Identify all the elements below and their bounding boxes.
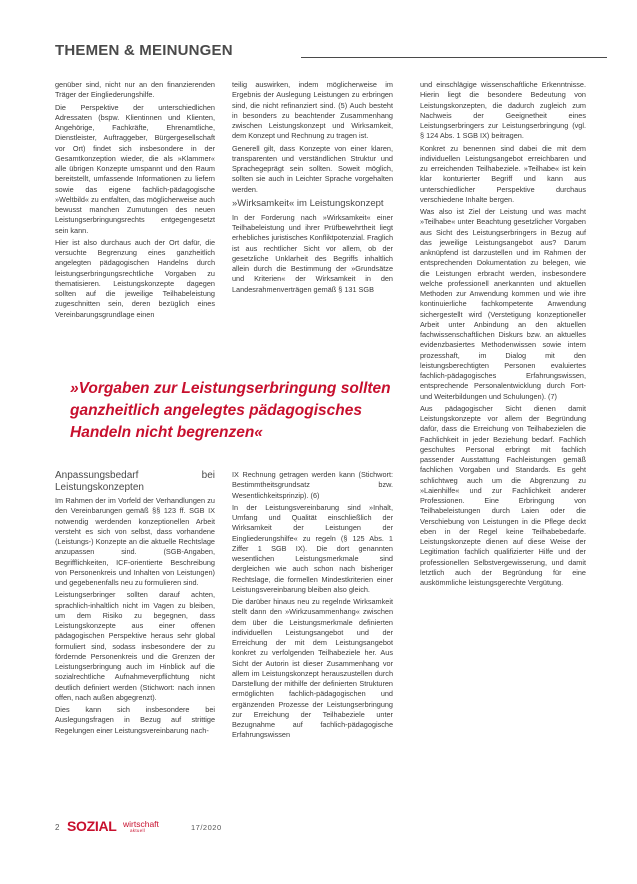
publication-logo-sub2: aktuell [130, 828, 146, 833]
publication-logo-sub: wirtschaft [123, 819, 159, 829]
paragraph: Was also ist Ziel der Leistung und was macht »Teilhabe« unter Beachtung gesetzlicher Vorgaben aus Sicht des Leistungserbringers in Bezug auf das jeweilige Leistungsangebot aus? Darum anknüpfend ist darzustellen und im Rahmen der entsprechenden Dokumentation zu belegen, wie die Leistungen erbracht werden, insbesondere welche professionell anerkannten und aktuellen Methoden zur Anwendung kommen und wie ihre kontinuierliche fachkompetente Anwendung sichergestellt wird (Verstetigung konzeptioneller Arbeit unter Anbindung an den aktuellen fachwissenschaftlichen Diskurs bzw. an aktuelles evidenzbasiertes Methodenwissen sowie intern prozesshaft, im Dialog mit den leistungsberechtigten Personen evaluiertes fachlich-pädagogisches Erfahrungswissen, entsprechende Personalentwicklung durch Fort- und Weiterbildungen und Schulungen). (7) [420, 207, 586, 401]
issue-number: 17/2020 [191, 823, 222, 832]
paragraph: In der Forderung nach »Wirksamkeit« einer Teilhabeleistung und ihrer Prüfbewehrtheit liegt erhebliches juristisches Konfliktpotenzial. Fraglich ist aus rechtlicher Sicht vor allem, ob der gesetzliche Unklarheit des Begriffs inhaltlich allein durch die Bestimmung der »Grundsätze und Kriterien« der Wirksamkeit in den Landesrahmenverträgen gemäß § 131 SGB [232, 212, 393, 294]
paragraph: In der Leistungsvereinbarung sind »Inhalt, Umfang und Qualität einschließlich der Wirksamkeit der Leistungen der Eingliederungshilfe« zu regeln (§ 125 Abs. 1 Ziffer 1 SGB IX). Die dort genannten wesentlichen Leistungsmerkmale sind dergleichen wie auch schon nach bisheriger Rechtslage, die formellen Mindestkriterien einer Leistungsvereinbarung bleiben also gleich. [232, 502, 393, 594]
pull-quote: »Vorgaben zur Leistungserbringung sollten ganzheitlich angelegtes pädagogisches Handeln nicht begrenzen« [70, 380, 391, 441]
column-1-bottom [55, 470, 215, 738]
column-2-top [232, 80, 393, 297]
paragraph: und einschlägige wissenschaftliche Erkenntnisse. Hierin liegt die besondere Bedeutung von Leistungskonzepten, die dadurch zugleich zum Nachweis der Geeignetheit eines Leistungserbringers zur Leistungserbringung (vgl. § 124 Abs. 1 SGB IX) beitragen. [420, 80, 586, 141]
paragraph: Dies kann sich insbesondere bei Auslegungsfragen in Bezug auf strittige Regelungen einer Leistungsvereinbarung nach- [55, 705, 215, 735]
column-2-bottom [232, 470, 393, 743]
publication-logo: SOZIAL [67, 818, 117, 834]
paragraph: teilig auswirken, indem möglicherweise im Ergebnis der Auslegung Leistungen zu erbringen sind, die nicht refinanziert sind. (5) Auch besteht in besonders zu beachtender Zusammenhang zwischen Leistungskonzept und Wirksamkeit, dem Konzept und Rechnung zu tragen ist. [232, 80, 393, 141]
paragraph: Aus pädagogischer Sicht dienen damit Leistungskonzepte vor allem der Begründung dafür, dass die Erreichung von Teilhabezielen die Fachlichkeit in jeder Beziehung bedarf. Fachlich geschultes Personal erbringt mit fachlich passender Ausstattung Fachleistungen gemäß fachlichen Vorgaben und Standards. Es geht schlichtweg auch um die Abgrenzung zu »Laienhilfe« und zur Fachlichkeit anderer Professionen. Eine Erbringung von Teilhabeleistungen durch Laien oder die Verschiebung von Leistungen in die Pflege deckt eben in der Regel keine Teilhabebedarfe. Leistungskonzepte dienen auf diese Weise der Legitimation fachlich qualifizierter Hilfe und der professionellen Selbstvergewisserung, und damit letztlich auch der Begründung für eine auskömmliche leistungsgerechte Vergütung. [420, 403, 586, 587]
page-footer [55, 818, 255, 838]
page-header [55, 42, 615, 64]
paragraph: Im Rahmen der im Vorfeld der Verhandlungen zu den Vereinbarungen gemäß §§ 123 ff. SGB IX notwendig werdenden konzeptionellen Arbeit versteht es sich von selbst, dass vorhandene (Leistungs-) Konzepte an die aktuelle Rechtslage anzupassen sind. (SGB-Angaben, Begrifflichkeiten, ICF-orientierte Beschreibung von Personenkreis und Inhalten von Leistungen) und gegebenenfalls neu zu formulieren sind. [55, 496, 215, 587]
paragraph: Die Perspektive der unterschiedlichen Adressaten (bspw. Klientinnen und Klienten, Angehörige, Fachkräfte, Ehrenamtliche, Dienstleister, Auftraggeber, Bürgergesellschaft vor Ort) findet sich insbesondere in der Gesamtkonzeption wieder, die als »Klammer« alle übrigen Konzepte umspannt und den Raum bereitstellt, umfassende Informationen zu liefern sowie das eigene fachlich-pädagogische »Weltbild« zu entfalten, das möglicherweise auch bewusst manchen Zumutungen des neuen Leistungserbringungsrechts entgegengesetzt sein kann. [55, 102, 215, 235]
paragraph: Leistungserbringer sollten darauf achten, sprachlich-inhaltlich nicht im Vagen zu bleiben, um dem Risiko zu begegnen, dass Leistungskonzepte aus einer offenen pädagogischen Perspektive heraus sehr global formuliert sind, sodass insbesondere der zu fördernde Personenkreis und die Grenzen der Leistungserbringung auch im Hinblick auf die sozialrechtliche Aufnahmeverpflichtung nicht deutlich definiert werden (Stichwort: nach innen offen, nach außen abgegrenzt). [55, 590, 215, 702]
column-3 [420, 80, 586, 590]
header-divider [301, 57, 607, 58]
page-number: 2 [55, 823, 60, 832]
paragraph: Die darüber hinaus neu zu regelnde Wirksamkeit stellt dann den »Wirkzusammenhang« zwischen dem über die Leistungsmerkmale definierten individuellen Leistungsangebot und der Erreichung der mit dem Leistungsangebot konkret zu verfolgenden Teilhabeziele her. Aus Sicht der Autorin ist dieser Zusammenhang vor allem im Leistungskonzept herauszustellen durch Darstellung der mithilfe der definierten Strukturen ermöglichten fachlich-pädagogischen und ergänzenden Prozesse der Leistungserbringung zur Erreichung der Teilhabeziele unter Bezugnahme auf fachlich-pädagogische Erfahrungswissen [232, 597, 393, 740]
paragraph: Konkret zu benennen sind dabei die mit dem individuellen Leistungsangebot erreichbaren und zu erreichenden Teilhabeziele. »Teilhabe« ist kein klar konturierter Begriff und kann aus unterschiedlicher Perspektive durchaus verschiedene Inhalte bergen. [420, 143, 586, 204]
section-title: THEMEN & MEINUNGEN [55, 42, 233, 59]
subheading-anpassungsbedarf: Anpassungsbedarf bei Leistungskonzepten [55, 470, 215, 493]
subheading-wirksamkeit: »Wirksamkeit« im Leistungskonzept [232, 197, 384, 209]
paragraph: genüber sind, nicht nur an den finanzierenden Träger der Eingliederungshilfe. [55, 80, 215, 100]
paragraph: Generell gilt, dass Konzepte von einer klaren, transparenten und verständlichen Struktur und Sprachegeprägt sein sollten. Soweit möglich, sollten sie auch in Leichter Sprache vorgehalten werden. [232, 143, 393, 194]
paragraph: IX Rechnung getragen werden kann (Stichwort: Bestimmtheitsgrundsatz bzw. Wesentlichkeitsprinzip). (6) [232, 470, 393, 500]
paragraph: Hier ist also durchaus auch der Ort dafür, die versuchte Begrenzung eines ganzheitlich angelegten pädagogischen Handelns durch leistungserbringungsrechtliche Vorgaben zu thematisieren. Leistungskonzepte dagegen sollten auf die jeweilige Teilhabeleistung zugeschnitten sein, deren bezüglich eines Vereinbarungsgrundlage einen [55, 237, 215, 319]
column-1-top [55, 80, 215, 322]
